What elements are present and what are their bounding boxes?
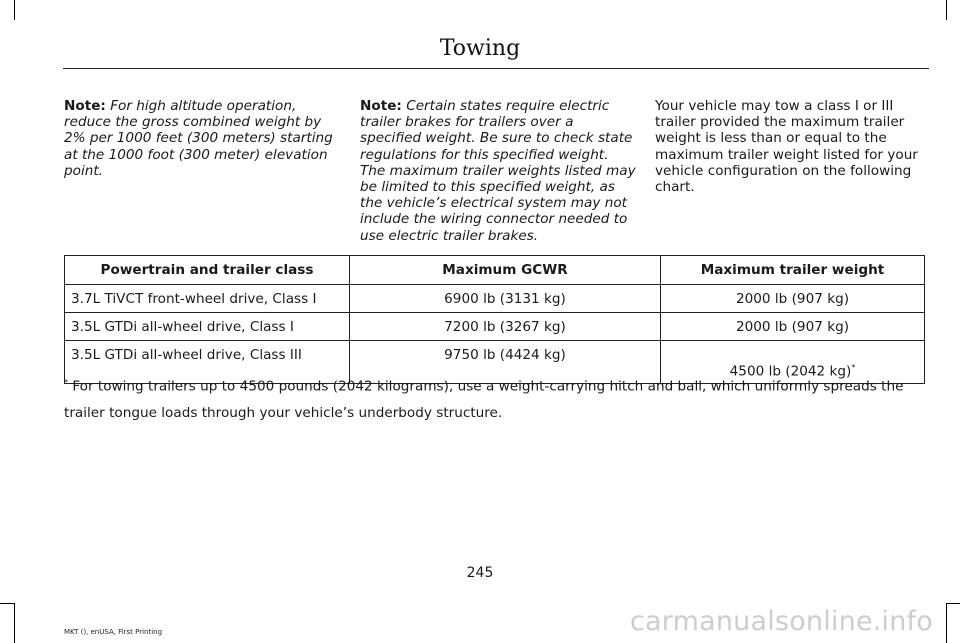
note-electric-brakes [360, 98, 638, 244]
note-high-altitude [64, 98, 340, 179]
trailer-weight-value: 4500 lb (2042 kg) [729, 364, 852, 380]
note-text: For high altitude operation, reduce the gross combined weight by 2% per 1000 feet (300 meters) starting at the 1000 foot (300 meter) elevation point. [64, 98, 333, 179]
crop-mark-bottom-right-h [946, 603, 960, 604]
column-header-trailer-weight: Maximum trailer weight [661, 256, 925, 285]
crop-mark-bottom-left-h [0, 603, 14, 604]
table-row [65, 285, 925, 313]
trailer-weight-cell: 2000 lb (907 kg) [661, 313, 925, 341]
towing-table [64, 255, 925, 384]
watermark: carmanualsonline.info [630, 606, 933, 637]
trailer-weight-cell: 2000 lb (907 kg) [661, 285, 925, 313]
edition-label: MKT (), enUSA, First Printing [64, 628, 163, 636]
powertrain-cell: 3.5L GTDi all-wheel drive, Class III [65, 341, 350, 384]
note-label: Note: [360, 98, 402, 114]
note-text: Certain states require electric trailer brakes for trailers over a specified weight. Be sure to check state regulations for this specified weight. The maximum trailer weights listed may be limited to this specified weight, as the vehicle’s electrical system may not include the wiring connector needed to use electric trailer brakes. [360, 98, 636, 244]
gcwr-cell: 6900 lb (3131 kg) [350, 285, 661, 313]
page-number: 245 [466, 565, 494, 581]
trailer-class-paragraph: Your vehicle may tow a class I or III trailer provided the maximum trailer weight is less than or equal to the maximum trailer weight listed for your vehicle configuration on the following chart. [655, 98, 918, 196]
footnote-text: For towing trailers up to 4500 pounds (2042 kilograms), use a weight-carrying hitch and ball, which uniformly spreads the trailer tongue loads through your vehicle’s underbody structure. [64, 378, 904, 421]
powertrain-cell: 3.7L TiVCT front-wheel drive, Class I [65, 285, 350, 313]
crop-mark-top-left [14, 0, 15, 20]
footnote-marker: * [64, 378, 68, 387]
gcwr-cell: 9750 lb (4424 kg) [350, 341, 661, 384]
column-header-gcwr: Maximum GCWR [350, 256, 661, 285]
page-title: Towing [439, 36, 521, 61]
header-divider [63, 68, 929, 69]
table-row [65, 313, 925, 341]
column-header-powertrain: Powertrain and trailer class [65, 256, 350, 285]
table-footnote [64, 370, 926, 426]
crop-mark-bottom-left [14, 603, 15, 643]
note-label: Note: [64, 98, 106, 114]
crop-mark-top-right [946, 0, 947, 20]
table-header-row [65, 256, 925, 285]
gcwr-cell: 7200 lb (3267 kg) [350, 313, 661, 341]
footnote-marker: * [851, 363, 856, 373]
crop-mark-bottom-right [946, 603, 947, 643]
powertrain-cell: 3.5L GTDi all-wheel drive, Class I [65, 313, 350, 341]
